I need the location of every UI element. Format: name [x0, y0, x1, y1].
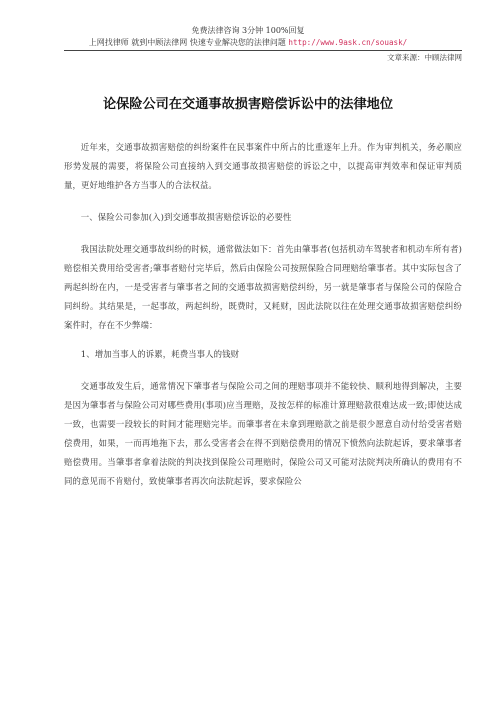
- header-promo-line: 免费法律咨询 3分钟 100%回复: [191, 26, 305, 35]
- article-body: [64, 138, 462, 491]
- header-divider: [64, 50, 462, 51]
- section-heading-1: 一、保险公司参加(入)到交通事故损害赔偿诉讼的必要性: [80, 212, 292, 222]
- article-title: 论保险公司在交通事故损害赔偿诉讼中的法律地位: [102, 97, 394, 112]
- header-slogan-line: [0, 37, 496, 48]
- header-slogan-text: 上网找律师 就到中顾法律网 快速专业解决您的法律问题: [88, 38, 286, 47]
- article-source: 文章来源：中顾法律网: [387, 53, 462, 62]
- paragraph-current-practice: 我国法院处理交通事故纠纷的时候，通常做法如下：首先由肇事者(包括机动车驾驶者和机动车所有者)赔偿相关费用给受害者;肇事者赔付完毕后，然后由保险公司按照保险合同理赔给肇事者。其中实际包含了两起纠纷在内，一是受害者与肇事者之间的交通事故损害赔偿纠纷，另一就是肇事者与保险公司的保险合同纠纷。其结果是，一起事故，两起纠纷，既费时，又耗财，因此法院以往在处理交通事故损害赔偿纠纷案件时，存在不少弊端：: [64, 244, 462, 330]
- paragraph-intro: 近年来，交通事故损害赔偿的纠纷案件在民事案件中所占的比重逐年上升。作为审判机关，务必顺应形势发展的需要，将保险公司直接纳入到交通事故损害赔偿的诉讼之中，以提高审判效率和保证审判质量，更好地维护各方当事人的合法权益。: [64, 142, 462, 190]
- paragraph-litigation-burden: 交通事故发生后，通常情况下肇事者与保险公司之间的理赔事项并不能较快、顺利地得到解决，主要是因为肇事者与保险公司对哪些费用(事项)应当理赔，及按怎样的标准计算理赔款很难达成一致;即使达成一致，也需要一段较长的时间才能理赔完毕。而肇事者在未拿到理赔款之前是很少愿意自动付给受害者赔偿费用，如果，一而再地拖下去，那么受害者会在得不到赔偿费用的情况下愤然向法院起诉，要求肇事者赔偿费用。当肇事者拿着法院的判决找到保险公司理赔时，保险公司又可能对法院判决所确认的费用有不同的意见而不肯赔付，致使肇事者再次向法院起诉，要求保险公: [64, 381, 462, 486]
- subsection-heading-1: 1、增加当事人的诉累，耗费当事人的钱财: [80, 349, 240, 359]
- header-url-link[interactable]: http://www.9ask.cn/souask/: [288, 38, 408, 47]
- page-header: [0, 0, 496, 70]
